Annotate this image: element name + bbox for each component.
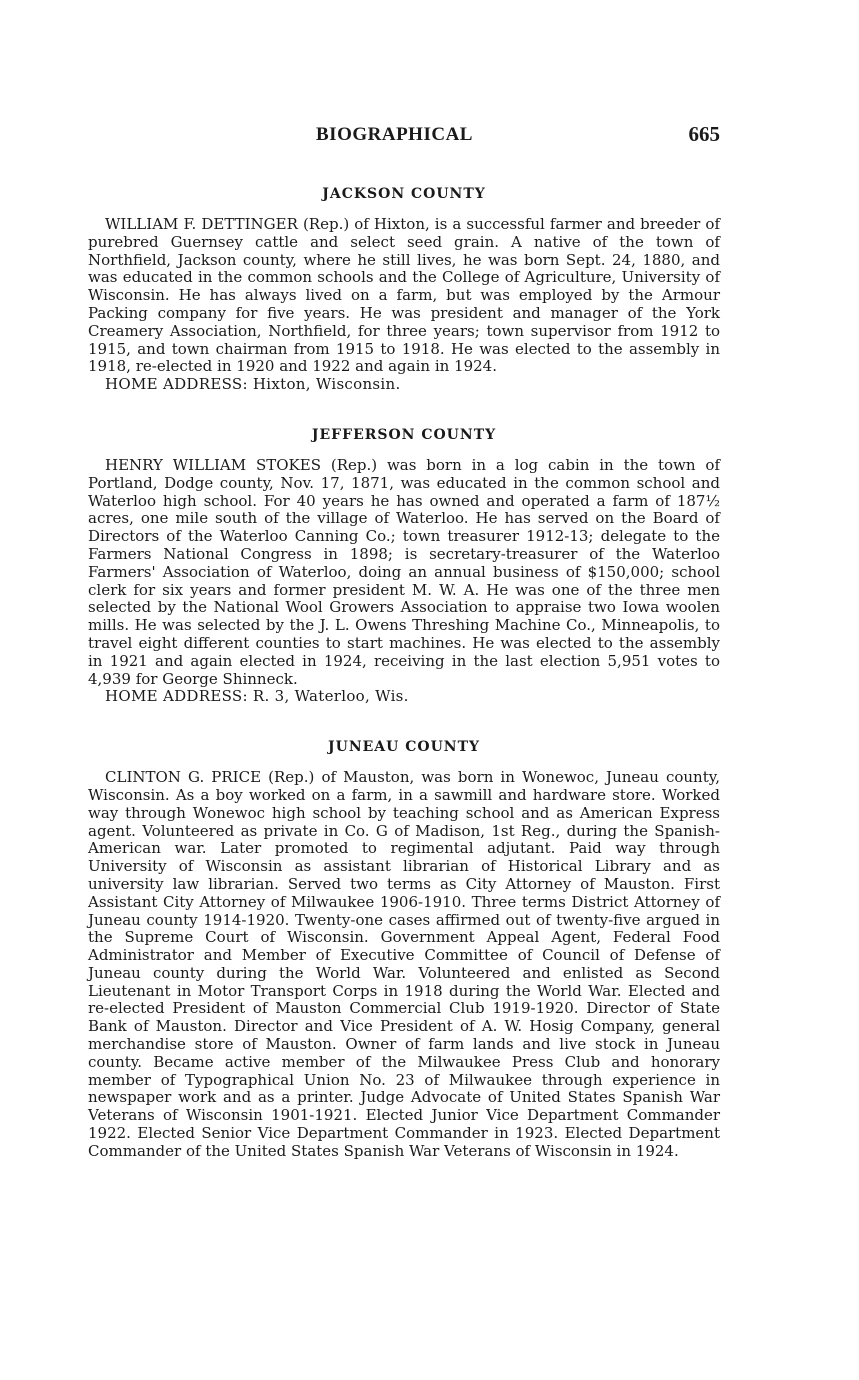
home-address: HOME ADDRESS: R. 3, Waterloo, Wis. bbox=[105, 687, 409, 706]
county-section-jackson bbox=[88, 186, 720, 394]
running-title: BIOGRAPHICAL bbox=[316, 124, 473, 145]
page-number: 665 bbox=[688, 122, 720, 146]
document-page bbox=[88, 120, 720, 1161]
biography-paragraph: CLINTON G. PRICE (Rep.) of Mauston, was born in Wonewoc, Juneau county, Wisconsin. As a boy worked on a farm, in a sawmill and hardware store. Worked way through Wonewoc high school by teaching school and as American Express agent. Volunteered as private in Co. G of Madison, 1st Reg., during the Spanish-American war. Later promoted to regimental adjutant. Paid way through University of Wisconsin as assistant librarian of Historical Library and as university law librarian. Served two terms as City Attorney of Mauston. First Assistant City Attorney of Milwaukee 1906-1910. Three terms District Attorney of Juneau county 1914-1920. Twenty-one cases affirmed out of twenty-five argued in the Supreme Court of Wisconsin. Government Appeal Agent, Federal Food Administrator and Member of Executive Committee of Council of Defense of Juneau county during the World War. Volunteered and enlisted as Second Lieutenant in Motor Transport Corps in 1918 during the World War. Elected and re-elected President of Mauston Commercial Club 1919-1920. Director of State Bank of Mauston. Director and Vice President of A. W. Hosig Company, general merchandise store of Mauston. Owner of farm lands and live stock in Juneau county. Became active member of the Milwaukee Press Club and honorary member of Typographical Union No. 23 of Milwaukee through experience in newspaper work and as a printer. Judge Advocate of United States Spanish War Veterans of Wisconsin 1901-1921. Elected Junior Vice Department Commander 1922. Elected Senior Vice Department Commander in 1923. Elected Department Commander of the United States Spanish War Veterans of Wisconsin in 1924. bbox=[88, 768, 720, 1160]
biography-paragraph: WILLIAM F. DETTINGER (Rep.) of Hixton, is a successful farmer and breeder of purebred Guernsey cattle and select seed grain. A native of the town of Northfield, Jackson county, where he still lives, he was born Sept. 24, 1880, and was educated in the common schools and the College of Agriculture, University of Wisconsin. He has always lived on a farm, but was employed by the Armour Packing company for five years. He was president and manager of the York Creamery Association, Northfield, for three years; town supervisor from 1912 to 1915, and town chairman from 1915 to 1918. He was elected to the assembly in 1918, re-elected in 1920 and 1922 and again in 1924. bbox=[88, 215, 720, 376]
county-heading: JUNEAU COUNTY bbox=[327, 739, 480, 756]
running-head bbox=[88, 120, 720, 152]
county-section-jefferson bbox=[88, 427, 720, 706]
home-address: HOME ADDRESS: Hixton, Wisconsin. bbox=[105, 375, 401, 394]
county-section-juneau bbox=[88, 739, 720, 1161]
county-heading: JEFFERSON COUNTY bbox=[311, 426, 497, 443]
biography-paragraph: HENRY WILLIAM STOKES (Rep.) was born in a log cabin in the town of Portland, Dodge county, Nov. 17, 1871, was educated in the common school and Waterloo high school. For 40 years he has owned and operated a farm of 187½ acres, one mile south of the village of Waterloo. He has served on the Board of Directors of the Waterloo Canning Co.; town treasurer 1912-13; delegate to the Farmers National Congress in 1898; is secretary-treasurer of the Waterloo Farmers' Association of Waterloo, doing an annual business of $150,000; school clerk for six years and former president M. W. A. He was one of the three men selected by the National Wool Growers Association to appraise two Iowa woolen mills. He was selected by the J. L. Owens Threshing Machine Co., Minneapolis, to travel eight different counties to start machines. He was elected to the assembly in 1921 and again elected in 1924, receiving in the last election 5,951 votes to 4,939 for George Shinneck. bbox=[88, 455, 720, 688]
county-heading: JACKSON COUNTY bbox=[322, 186, 486, 202]
